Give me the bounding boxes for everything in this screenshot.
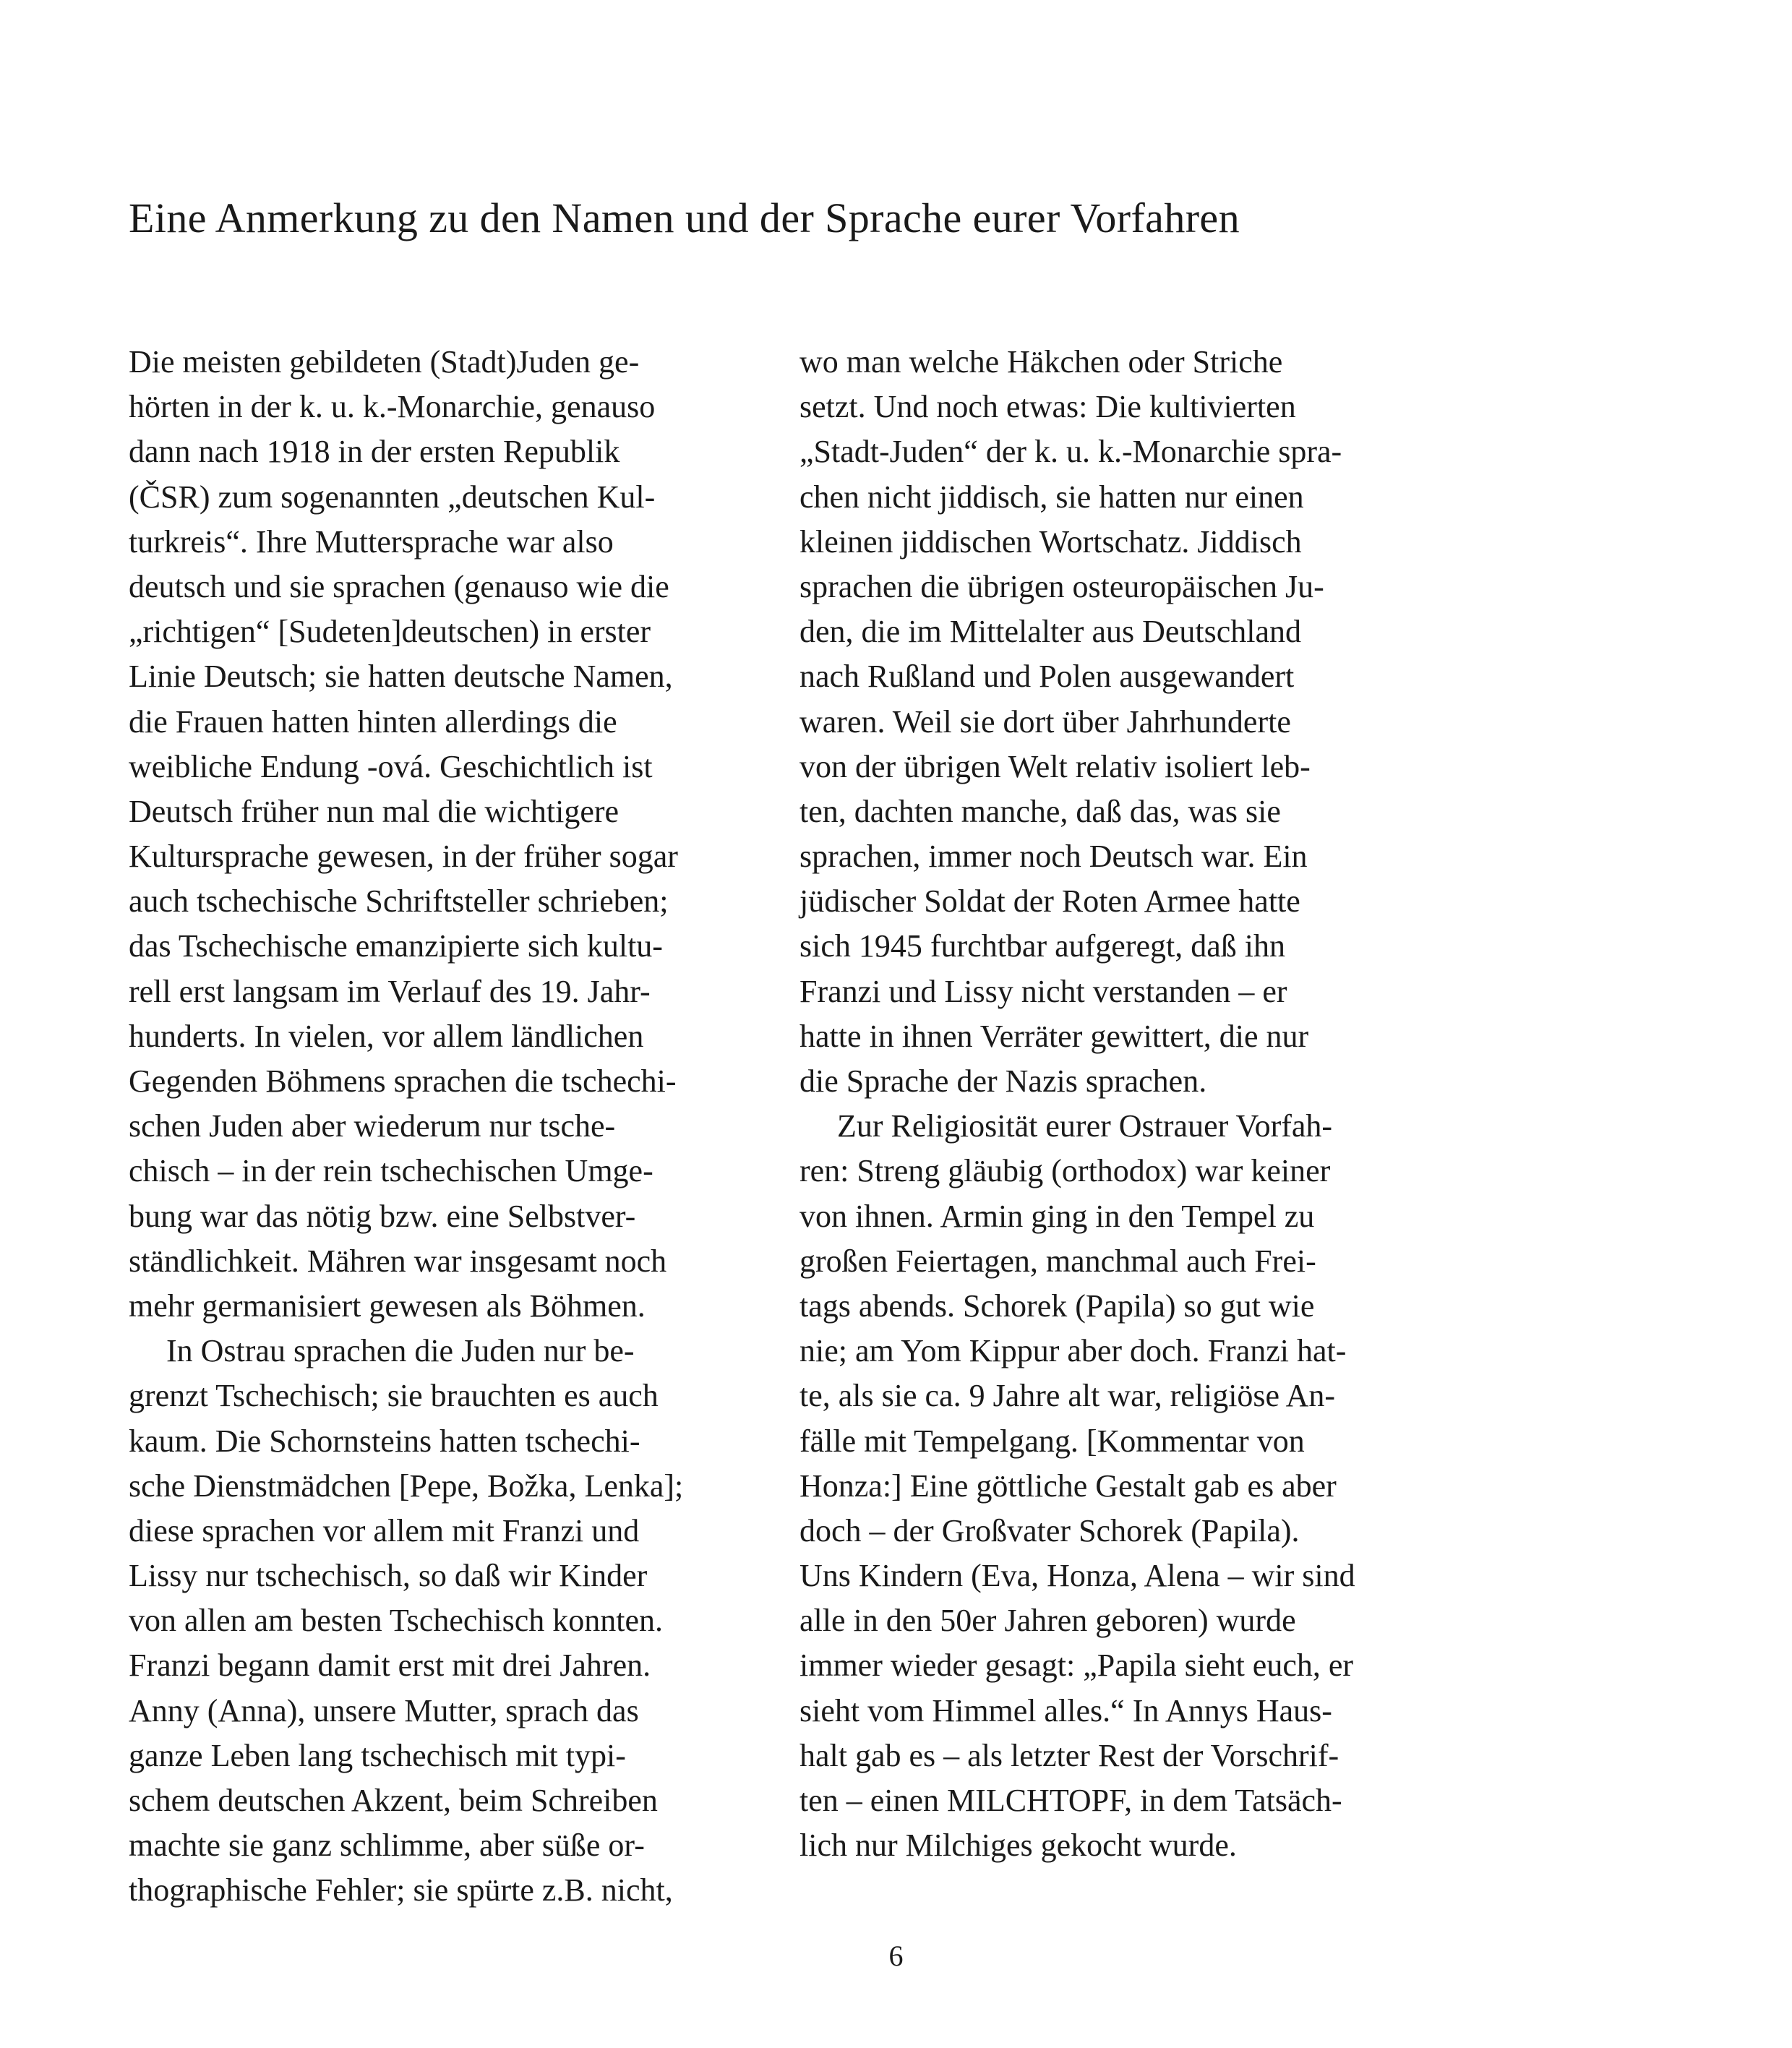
text-line: thographische Fehler; sie spürte z.B. nicht,: [129, 1872, 673, 1908]
paragraph-start-line: Zur Religiosität eurer Ostrauer Vorfah-: [837, 1108, 1333, 1144]
text-line: setzt. Und noch etwas: Die kultivierten: [799, 389, 1296, 425]
text-line: den, die im Mittelalter aus Deutschland: [799, 614, 1302, 650]
text-line: „richtigen“ [Sudeten]deutschen) in erster: [129, 614, 651, 650]
text-line: wo man welche Häkchen oder Striche: [799, 344, 1283, 380]
text-line: turkreis“. Ihre Muttersprache war also: [129, 523, 614, 560]
text-line: schem deutschen Akzent, beim Schreiben: [129, 1783, 658, 1818]
text-line: „Stadt-Juden“ der k. u. k.-Monarchie spra-: [799, 434, 1342, 470]
text-line: Die meisten gebildeten (Stadt)Juden ge-: [129, 344, 640, 380]
text-line: sieht vom Himmel alles.“ In Annys Haus-: [799, 1692, 1332, 1728]
text-line: chen nicht jiddisch, sie hatten nur einen: [799, 479, 1304, 515]
text-line: nie; am Yom Kippur aber doch. Franzi hat-: [799, 1333, 1347, 1369]
page-title: Eine Anmerkung zu den Namen und der Sprache eurer Vorfahren: [129, 194, 1240, 241]
text-line: nach Rußland und Polen ausgewandert: [799, 659, 1295, 695]
text-line: Linie Deutsch; sie hatten deutsche Namen,: [129, 659, 673, 695]
text-line: die Sprache der Nazis sprachen.: [799, 1063, 1207, 1099]
text-line: Uns Kindern (Eva, Honza, Alena – wir sind: [799, 1558, 1355, 1594]
left-text-column: [129, 340, 765, 1914]
text-line: kleinen jiddischen Wortschatz. Jiddisch: [799, 523, 1302, 560]
text-line: ten – einen MILCHTOPF, in dem Tatsäch-: [799, 1783, 1342, 1818]
text-line: te, als sie ca. 9 Jahre alt war, religiöse An-: [799, 1378, 1336, 1414]
text-line: großen Feiertagen, manchmal auch Frei-: [799, 1243, 1316, 1279]
text-line: jüdischer Soldat der Roten Armee hatte: [799, 883, 1300, 920]
text-line: weibliche Endung -ová. Geschichtlich ist: [129, 748, 653, 784]
text-line: kaum. Die Schornsteins hatten tschechi-: [129, 1423, 640, 1459]
text-line: ten, dachten manche, daß das, was sie: [799, 793, 1281, 829]
text-line: mehr germanisiert gewesen als Böhmen.: [129, 1288, 646, 1324]
text-line: die Frauen hatten hinten allerdings die: [129, 703, 617, 740]
text-line: Franzi begann damit erst mit drei Jahren.: [129, 1648, 651, 1684]
paragraph-start-line: In Ostrau sprachen die Juden nur be-: [166, 1333, 635, 1369]
text-line: sche Dienstmädchen [Pepe, Božka, Lenka];: [129, 1468, 684, 1504]
text-line: Lissy nur tschechisch, so daß wir Kinder: [129, 1558, 648, 1594]
text-line: deutsch und sie sprachen (genauso wie die: [129, 568, 669, 604]
text-line: auch tschechische Schriftsteller schrieben;: [129, 883, 669, 920]
text-line: lich nur Milchiges gekocht wurde.: [799, 1828, 1237, 1864]
text-line: von der übrigen Welt relativ isoliert leb-: [799, 748, 1311, 784]
text-line: schen Juden aber wiederum nur tsche-: [129, 1108, 616, 1144]
text-line: halt gab es – als letzter Rest der Vorschrif-: [799, 1737, 1339, 1773]
text-line: Honza:] Eine göttliche Gestalt gab es aber: [799, 1468, 1337, 1504]
text-line: Anny (Anna), unsere Mutter, sprach das: [129, 1692, 639, 1728]
text-line: hunderts. In vielen, vor allem ländlichen: [129, 1018, 644, 1054]
text-line: das Tschechische emanzipierte sich kultu-: [129, 928, 663, 964]
text-line: machte sie ganz schlimme, aber süße or-: [129, 1828, 645, 1864]
text-line: rell erst langsam im Verlauf des 19. Jahr-: [129, 973, 651, 1009]
text-line: Deutsch früher nun mal die wichtigere: [129, 793, 620, 829]
text-line: ständlichkeit. Mähren war insgesamt noch: [129, 1243, 667, 1279]
text-line: alle in den 50er Jahren geboren) wurde: [799, 1603, 1296, 1639]
text-line: bung war das nötig bzw. eine Selbstver-: [129, 1198, 636, 1234]
text-line: immer wieder gesagt: „Papila sieht euch, er: [799, 1648, 1354, 1684]
text-line: grenzt Tschechisch; sie brauchten es auch: [129, 1378, 659, 1414]
text-line: doch – der Großvater Schorek (Papila).: [799, 1512, 1300, 1548]
text-line: tags abends. Schorek (Papila) so gut wie: [799, 1288, 1315, 1324]
text-line: ganze Leben lang tschechisch mit typi-: [129, 1737, 626, 1773]
text-line: sprachen die übrigen osteuropäischen Ju-: [799, 568, 1324, 604]
text-line: (ČSR) zum sogenannten „deutschen Kul-: [129, 479, 656, 515]
right-text-column: [799, 340, 1436, 1868]
text-line: diese sprachen vor allem mit Franzi und: [129, 1512, 640, 1548]
text-line: Gegenden Böhmens sprachen die tschechi-: [129, 1063, 677, 1099]
text-line: von ihnen. Armin ging in den Tempel zu: [799, 1198, 1315, 1234]
text-line: hatte in ihnen Verräter gewittert, die nur: [799, 1018, 1309, 1054]
text-line: sich 1945 furchtbar aufgeregt, daß ihn: [799, 928, 1285, 964]
text-line: Franzi und Lissy nicht verstanden – er: [799, 973, 1287, 1009]
page-number: 6: [888, 1940, 904, 1972]
text-line: dann nach 1918 in der ersten Republik: [129, 434, 620, 470]
text-line: von allen am besten Tschechisch konnten.: [129, 1603, 664, 1639]
text-line: Kultursprache gewesen, in der früher sogar: [129, 839, 678, 875]
text-line: waren. Weil sie dort über Jahrhunderte: [799, 703, 1291, 740]
text-line: sprachen, immer noch Deutsch war. Ein: [799, 839, 1308, 875]
text-line: fälle mit Tempelgang. [Kommentar von: [799, 1423, 1305, 1459]
text-line: chisch – in der rein tschechischen Umge-: [129, 1153, 653, 1189]
text-line: hörten in der k. u. k.-Monarchie, genauso: [129, 389, 656, 425]
text-line: ren: Streng gläubig (orthodox) war keiner: [799, 1153, 1331, 1189]
